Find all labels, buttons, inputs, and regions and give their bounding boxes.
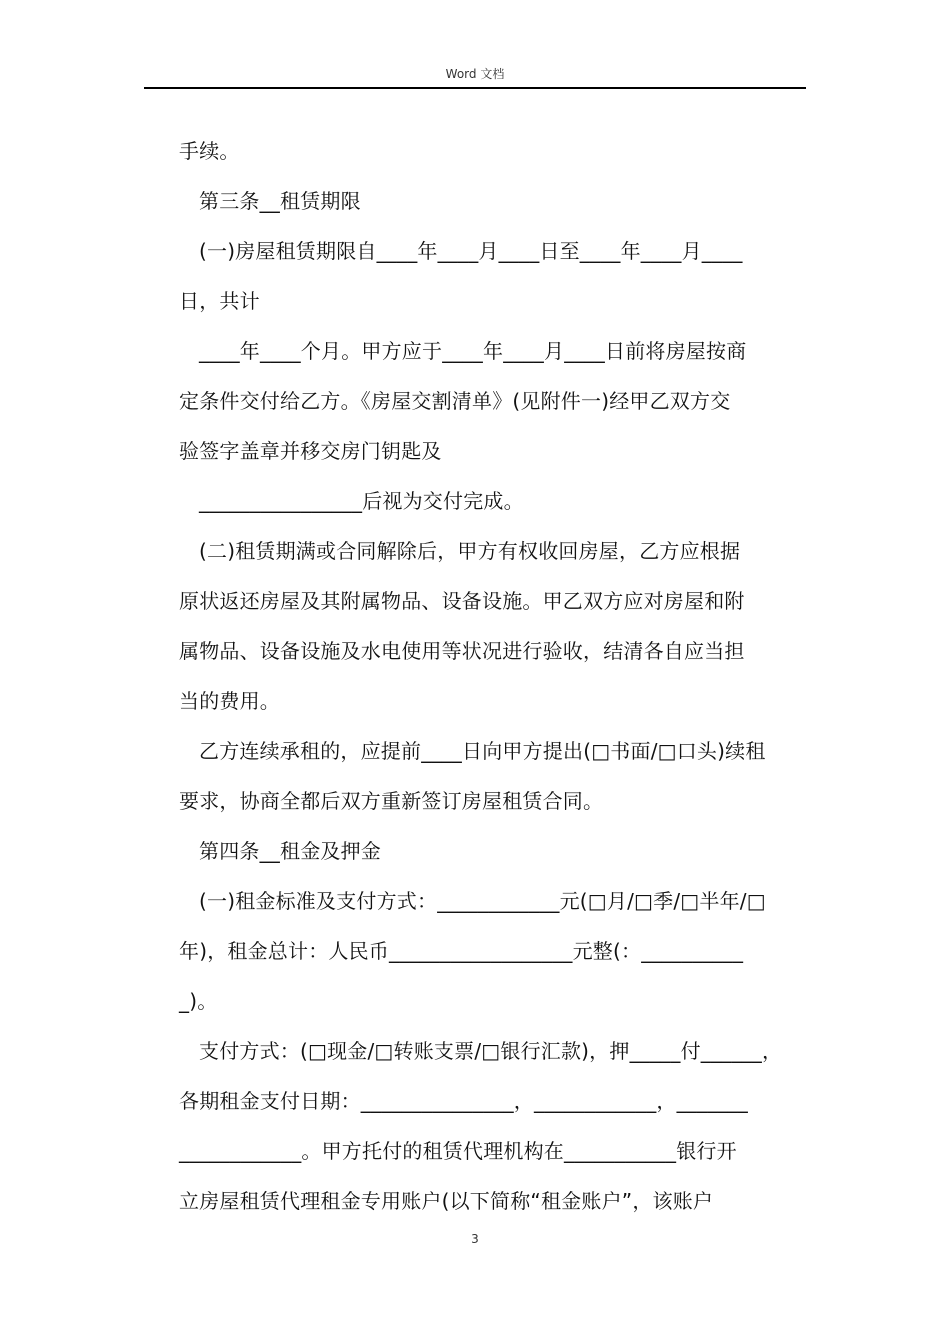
text-line: 各期租金支付日期：_______________，____________，_______ (179, 1089, 748, 1113)
text-line: ____年____个月。甲方应于____年____月____日前将房屋按商 (199, 339, 747, 363)
text-line: 验签字盖章并移交房门钥匙及 (179, 439, 442, 463)
header-divider (144, 87, 806, 89)
document-body (179, 126, 809, 1226)
text-line: 支付方式：(□现金/□转账支票/□银行汇款)，押_____付______， (199, 1039, 783, 1063)
text-line: _)。 (179, 989, 218, 1013)
text-line: 乙方连续承租的，应提前____日向甲方提出(□书面/□口头)续租 (199, 739, 766, 763)
text-line: 要求，协商全都后双方重新签订房屋租赁合同。 (179, 789, 604, 813)
text-line: 属物品、设备设施及水电使用等状况进行验收，结清各自应当担 (179, 639, 745, 663)
text-line: 原状返还房屋及其附属物品、设备设施。甲乙双方应对房屋和附 (179, 589, 745, 613)
text-line: 定条件交付给乙方。《房屋交割清单》(见附件一)经甲乙双方交 (179, 389, 731, 413)
text-line: (二)租赁期满或合同解除后，甲方有权收回房屋，乙方应根据 (199, 539, 741, 563)
page-header: Word 文档 (445, 67, 505, 81)
article-heading: 第三条__租赁期限 (199, 189, 361, 213)
text-line: 日，共计 (179, 289, 260, 313)
page-number: 3 (471, 1232, 479, 1246)
text-line: (一)租金标准及支付方式：____________元(□月/□季/□半年/□ (199, 889, 766, 913)
text-line: 当的费用。 (179, 689, 280, 713)
text-line: 手续。 (179, 139, 240, 163)
text-line: (一)房屋租赁期限自____年____月____日至____年____月____ (199, 239, 743, 263)
text-line: 立房屋租赁代理租金专用账户(以下简称“租金账户”，该账户 (179, 1189, 714, 1213)
text-line: ________________后视为交付完成。 (199, 489, 524, 513)
text-line: 年)，租金总计：人民币__________________元整(：__________ (179, 939, 744, 963)
text-line: ____________。甲方托付的租赁代理机构在___________银行开 (179, 1139, 737, 1163)
article-heading: 第四条__租金及押金 (199, 839, 381, 863)
